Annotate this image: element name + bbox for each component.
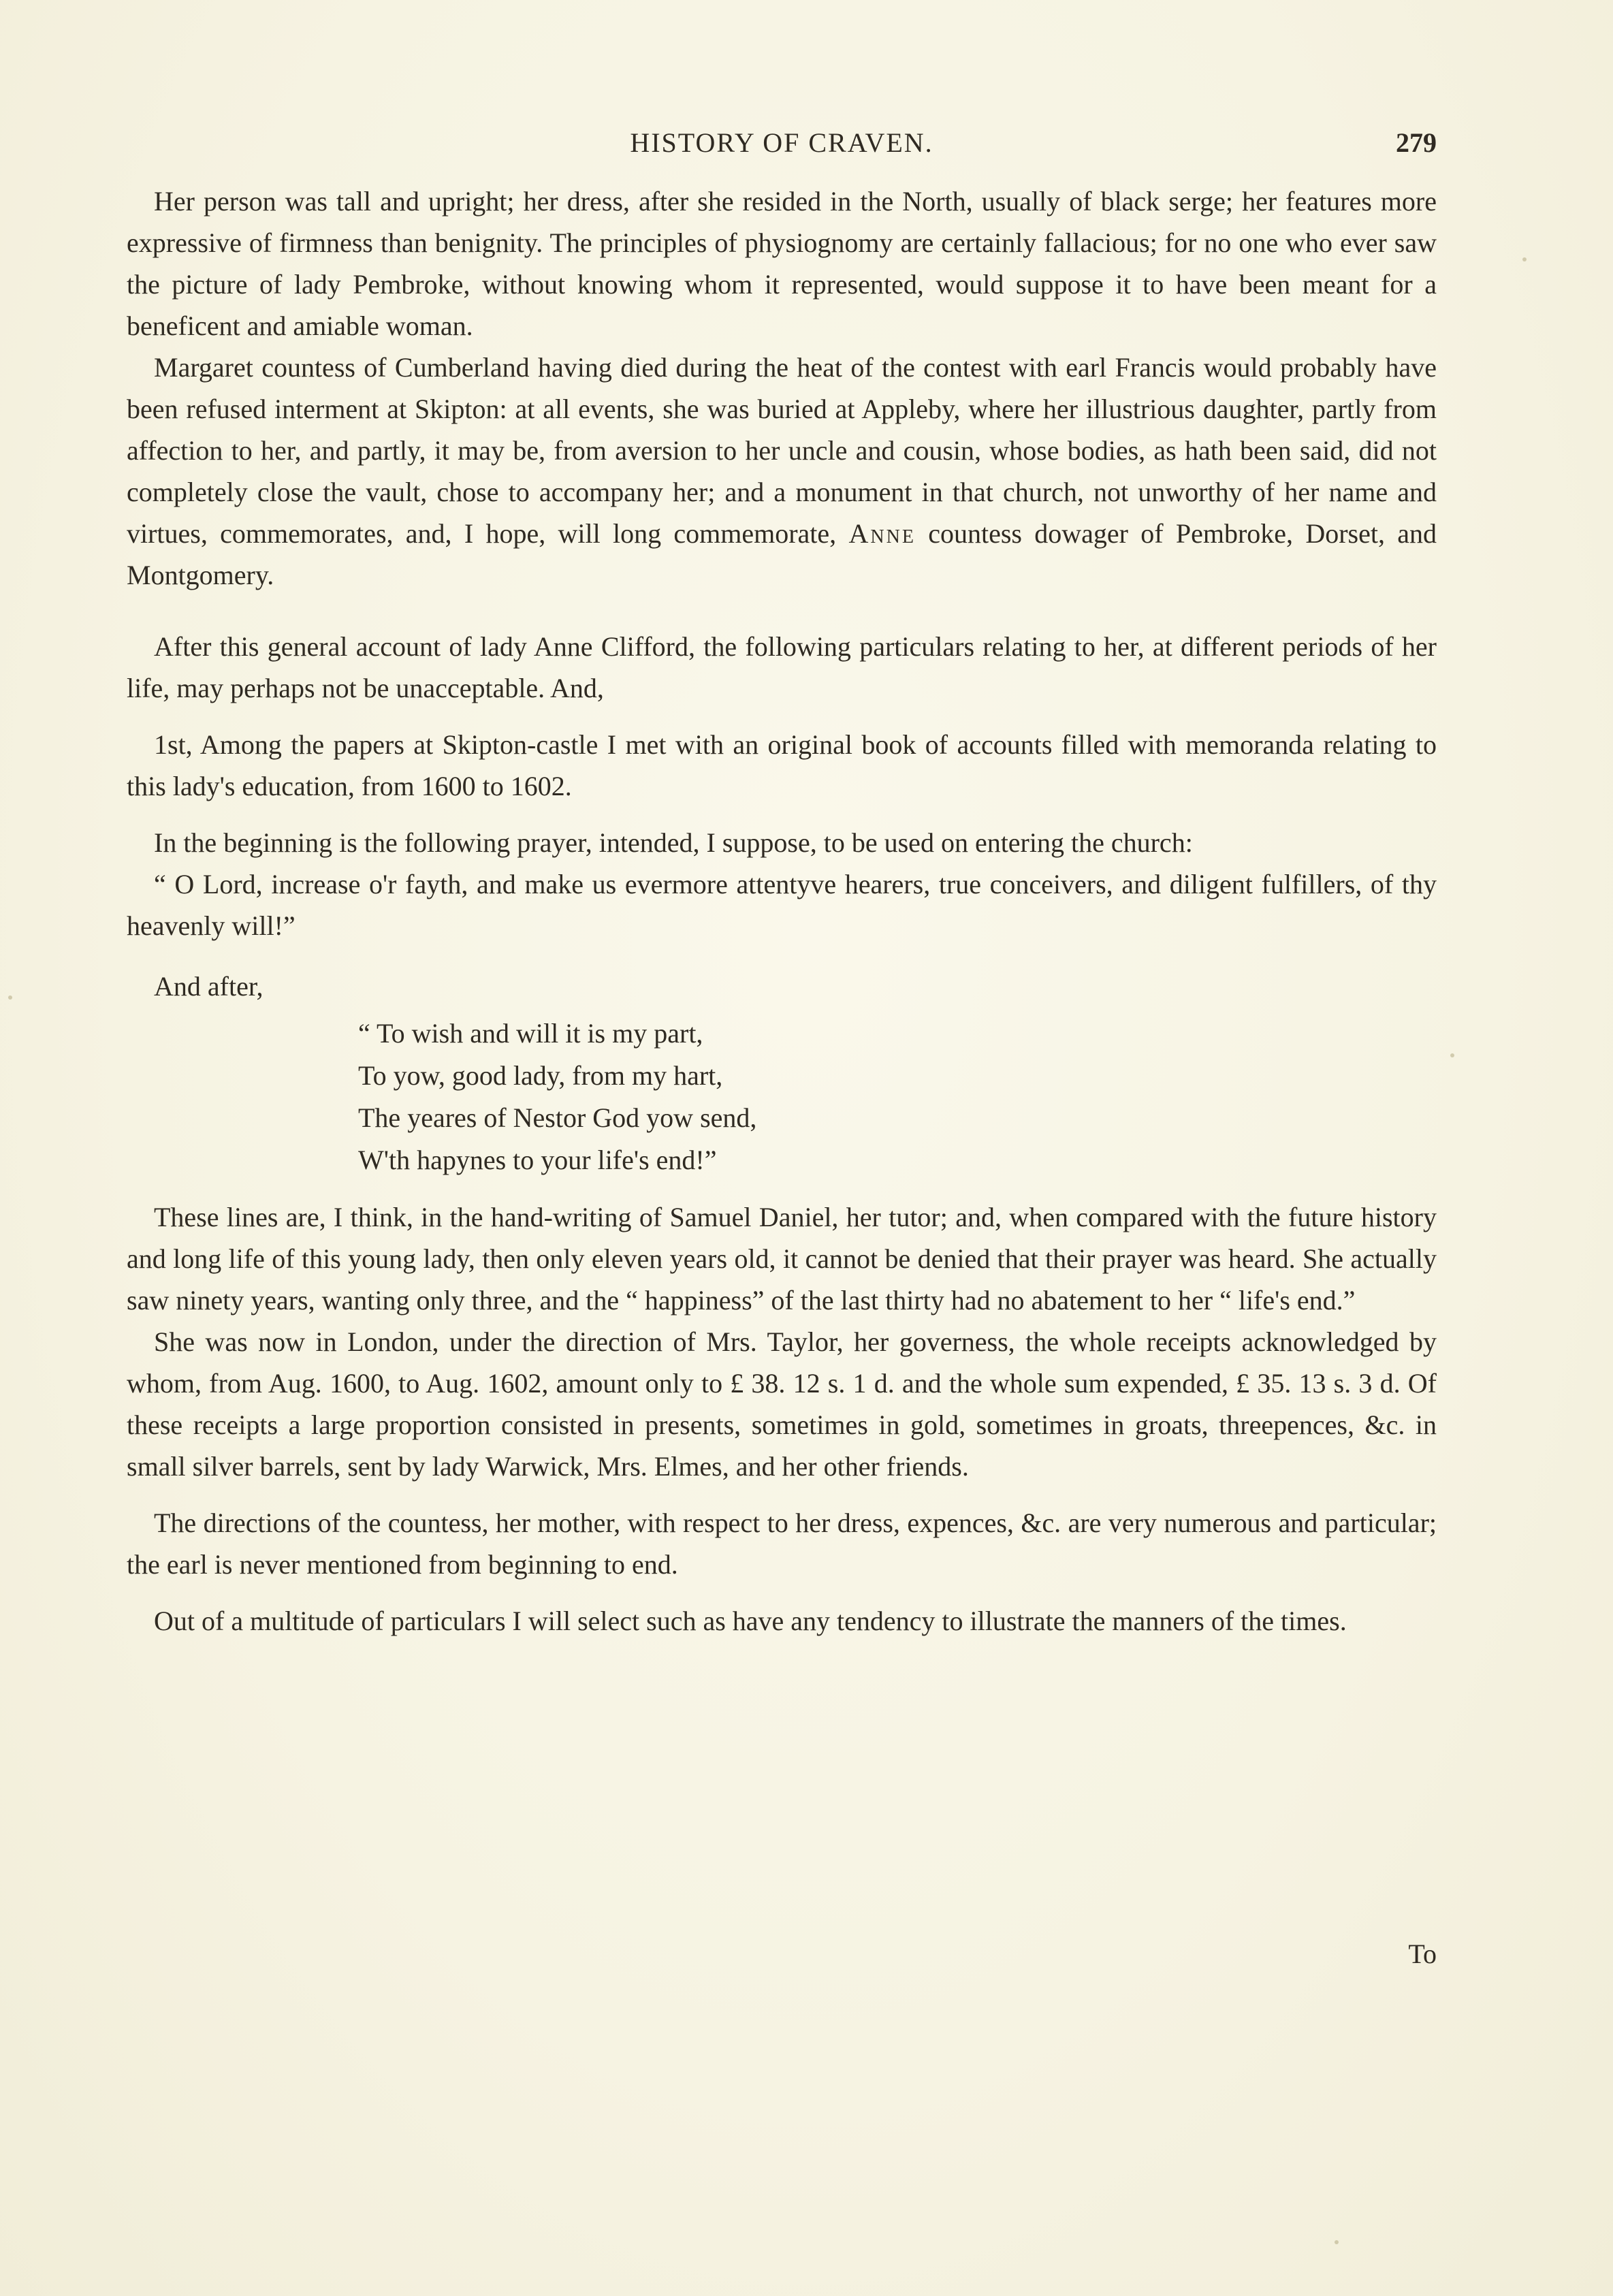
paragraph-general-account: After this general account of lady Anne Clifford, the following particulars relating to her, at different periods of her life, may perhaps not be unacceptable. And, (127, 631, 1437, 703)
paragraph-prayer-quote: “ O Lord, increase o'r fayth, and make us evermore attentyve hearers, true conceivers, and diligent fulfillers, of thy heavenly will!” (127, 869, 1437, 941)
catchword: To (1408, 1939, 1437, 1969)
anne-smallcaps: Anne (848, 518, 916, 549)
page-title: HISTORY OF CRAVEN. (630, 127, 933, 158)
verse-line: “ To wish and will it is my part, (358, 1018, 703, 1049)
paragraph-person: Her person was tall and upright; her dress, after she resided in the North, usually of black serge; her features more expressive of firmness than benignity. The principles of physiognomy are certainly fallacious; for no one who ever saw the picture of lady Pembroke, without knowing whom it represented, would suppose it to have been meant for a beneficent and amiable woman. (127, 186, 1437, 341)
verse-block (358, 1013, 1437, 1181)
paragraph-first: 1st, Among the papers at Skipton-castle I met with an original book of accounts filled with memoranda relating to this lady's education, from 1600 to 1602. (127, 729, 1437, 801)
body-text (127, 180, 1437, 1642)
paper-speck (1450, 1053, 1454, 1057)
paragraph-margaret-tail: countess dowager of Pembroke, Dorset, and Montgomery. (127, 518, 1437, 590)
paper-speck (8, 995, 12, 1000)
paragraph-directions: The directions of the countess, her mother, with respect to her dress, expences, &c. are very numerous and particular; the earl is never mentioned from beginning to end. (127, 1508, 1437, 1580)
paper-speck (1335, 2240, 1339, 2244)
paper-speck (1522, 257, 1527, 261)
paragraph-margaret (127, 347, 1437, 596)
verse-line: W'th hapynes to your life's end!” (358, 1145, 717, 1175)
paragraph-these-lines: These lines are, I think, in the hand-writing of Samuel Daniel, her tutor; and, when compared with the future history and long life of this young lady, then only eleven years old, it cannot be denied that their prayer was heard. She actually saw ninety years, wanting only three, and the “ happiness” of the last thirty had no abatement to her “ life's end.” (127, 1202, 1437, 1316)
paragraph-margaret-text: Margaret countess of Cumberland having died during the heat of the contest with earl Francis would probably have been refused interment at Skipton: at all events, she was buried at Appleby, where her illustrious daughter, partly from affection to her, and partly, it may be, from aversion to her uncle and cousin, whose bodies, as hath been said, did not completely close the vault, chose to accompany her; and a monument in that church, not unworthy of her name and virtues, commemorates, and, I hope, will long commemorate, (127, 352, 1437, 549)
verse-line: The yeares of Nestor God yow send, (358, 1102, 757, 1133)
verse-line: To yow, good lady, from my hart, (358, 1060, 723, 1091)
running-head (127, 127, 1437, 168)
paragraph-particulars: Out of a multitude of particulars I will select such as have any tendency to illustrate the manners of the times. (154, 1606, 1347, 1636)
paragraph-london: She was now in London, under the direction of Mrs. Taylor, her governess, the whole receipts acknowledged by whom, from Aug. 1600, to Aug. 1602, amount only to £ 38. 12 s. 1 d. and the whole sum expended, £ 35. 13 s. 3 d. Of these receipts a large proportion consisted in presents, sometimes in gold, sometimes in groats, threepences, &c. in small silver barrels, sent by lady Warwick, Mrs. Elmes, and her other friends. (127, 1326, 1437, 1482)
paragraph-prayer-intro: In the beginning is the following prayer, intended, I suppose, to be used on entering the church: (154, 827, 1193, 858)
after-label: And after, (154, 971, 263, 1002)
page-number: 279 (1396, 127, 1437, 158)
